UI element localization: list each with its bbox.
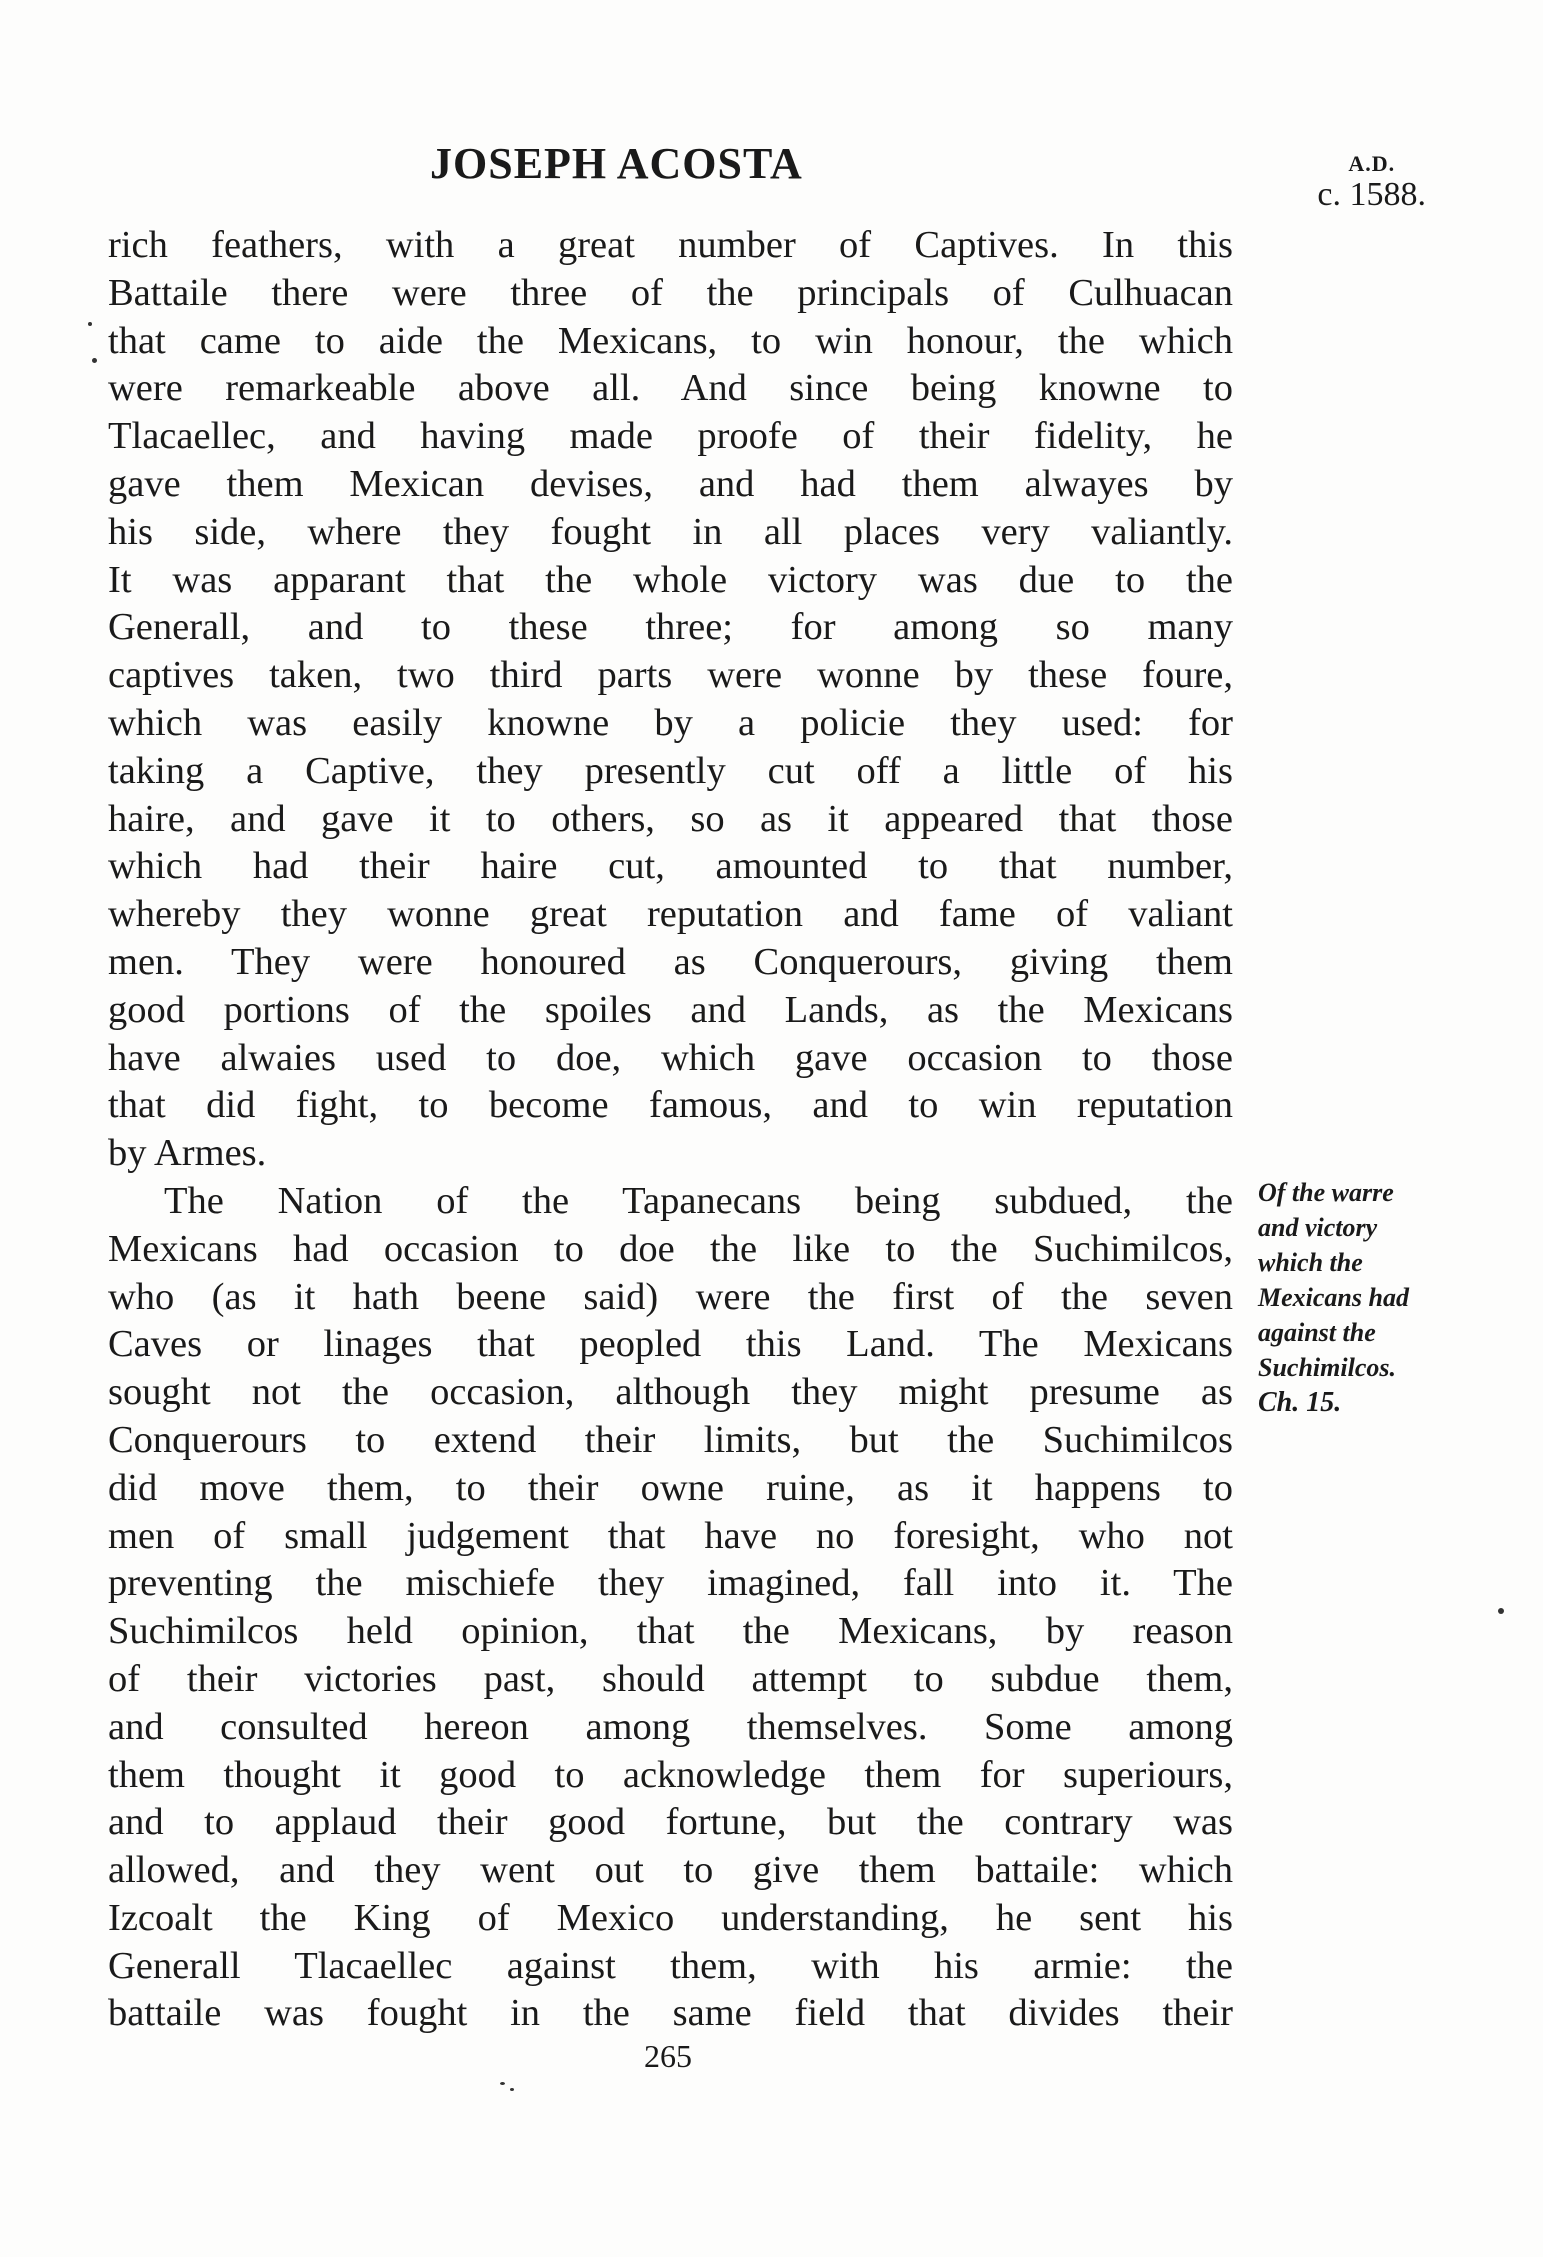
text-line: Generall, and to these three; for among so many — [108, 606, 1233, 649]
body-text — [108, 222, 1233, 2038]
text-line: allowed, and they went out to give them battaile: which — [108, 1849, 1233, 1892]
text-line: It was apparant that the whole victory was due to the — [108, 558, 1233, 601]
text-line: Mexicans had occasion to doe the like to the Suchimilcos, — [108, 1227, 1233, 1270]
text-line: have alwaies used to doe, which gave occasion to those — [108, 1036, 1233, 1079]
text-line: Caves or linages that peopled this Land. The Mexicans — [108, 1323, 1233, 1366]
text-line: which had their haire cut, amounted to that number, — [108, 845, 1233, 888]
text-line: taking a Captive, they presently cut off a little of his — [108, 749, 1233, 792]
text-line: them thought it good to acknowledge them for superiours, — [108, 1753, 1233, 1796]
margin-note-line: Mexicans had — [1258, 1283, 1409, 1312]
margin-note — [1258, 1175, 1478, 1420]
text-line: and to applaud their good fortune, but the contrary was — [108, 1801, 1233, 1844]
text-line: that came to aide the Mexicans, to win honour, the which — [108, 319, 1233, 362]
text-line: Izcoalt the King of Mexico understanding, he sent his — [108, 1896, 1233, 1939]
text-line: whereby they wonne great reputation and fame of valiant — [108, 893, 1233, 936]
text-line: men of small judgement that have no foresight, who not — [108, 1514, 1233, 1557]
margin-note-line: against the — [1258, 1318, 1376, 1347]
text-line: who (as it hath beene said) were the first of the seven — [108, 1275, 1233, 1318]
text-line: and consulted hereon among themselves. Some among — [108, 1705, 1233, 1748]
text-line: were remarkeable above all. And since being knowne to — [108, 367, 1233, 410]
text-line: Tlacaellec, and having made proofe of their fidelity, he — [108, 415, 1233, 458]
margin-note-line: and victory — [1258, 1213, 1378, 1242]
text-line: Generall Tlacaellec against them, with his armie: the — [108, 1944, 1233, 1987]
text-line: Suchimilcos held opinion, that the Mexicans, by reason — [108, 1610, 1233, 1653]
text-line: Conquerours to extend their limits, but the Suchimilcos — [108, 1418, 1233, 1461]
text-line: The Nation of the Tapanecans being subdued, the — [164, 1179, 1233, 1222]
text-line: gave them Mexican devises, and had them alwayes by — [108, 462, 1233, 505]
date-year: c. 1588. — [1317, 176, 1426, 214]
text-line: haire, and gave it to others, so as it appeared that those — [108, 797, 1233, 840]
text-line: Battaile there were three of the principals of Culhuacan — [108, 271, 1233, 314]
date-label: A.D. — [1348, 151, 1396, 176]
text-line: good portions of the spoiles and Lands, as the Mexicans — [108, 988, 1233, 1031]
text-line: men. They were honoured as Conquerours, giving them — [108, 940, 1233, 983]
page-number: 265 — [644, 2038, 692, 2074]
ink-speck — [510, 2088, 514, 2091]
text-line: battaile was fought in the same field that divides their — [108, 1992, 1233, 2035]
ink-speck — [92, 358, 97, 363]
text-line: his side, where they fought in all places very valiantly. — [108, 510, 1233, 553]
margin-note-line: which the — [1258, 1248, 1363, 1277]
text-line: that did fight, to become famous, and to win reputation — [108, 1084, 1233, 1127]
text-line: rich feathers, with a great number of Captives. In this — [108, 224, 1233, 266]
ink-speck — [1498, 1608, 1504, 1614]
text-line: of their victories past, should attempt to subdue them, — [108, 1657, 1233, 1700]
text-line: captives taken, two third parts were wonne by these foure, — [108, 654, 1233, 697]
margin-note-line: Of the warre — [1258, 1178, 1394, 1207]
text-line: which was easily knowne by a policie they used: for — [108, 701, 1233, 744]
margin-note-line: Suchimilcos. — [1258, 1353, 1396, 1382]
text-line: did move them, to their owne ruine, as it happens to — [108, 1466, 1233, 1509]
text-line: by Armes. — [108, 1132, 267, 1175]
text-line: sought not the occasion, although they might presume as — [108, 1371, 1233, 1414]
margin-note-chapter: Ch. 15. — [1258, 1387, 1342, 1418]
ink-speck — [88, 322, 92, 326]
text-line: preventing the mischiefe they imagined, fall into it. The — [108, 1562, 1233, 1605]
date-block — [1317, 152, 1426, 214]
running-head-title: JOSEPH ACOSTA — [430, 139, 803, 188]
ink-speck — [500, 2082, 505, 2085]
